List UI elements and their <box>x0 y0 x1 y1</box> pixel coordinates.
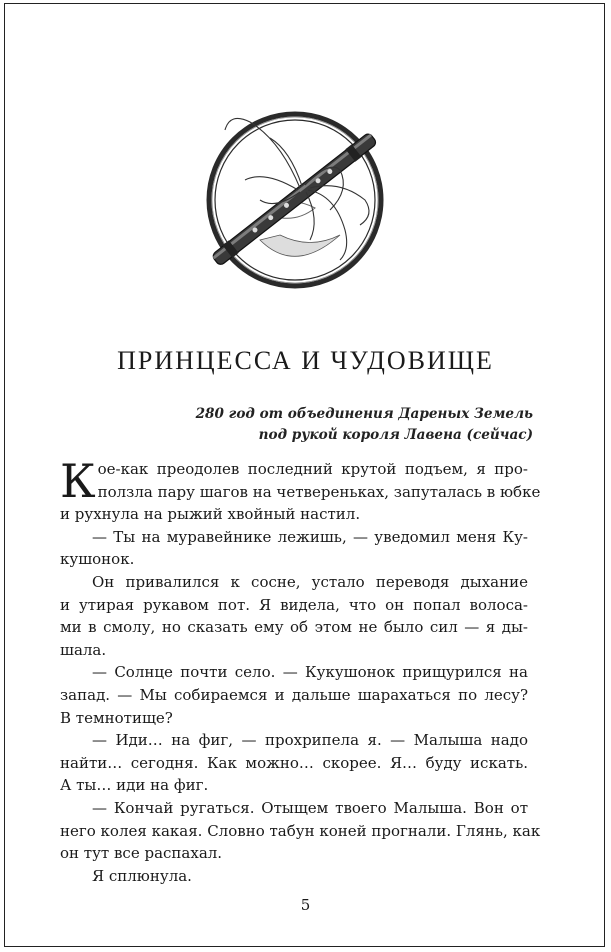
text-line: найти… сегодня. Как можно… скорее. Я… буду искать. <box>60 753 528 772</box>
text-line: А ты… иди на фиг. <box>60 776 209 795</box>
text-line: В темнотище? <box>60 708 173 727</box>
text-line: Он привалился к сосне, устало переводя дыхание <box>92 572 528 591</box>
text-line: него колея какая. Словно табун коней прогнали. Глянь, как <box>60 821 541 840</box>
text-line: Я сплюнула. <box>92 866 192 885</box>
text-line: кушонок. <box>60 550 135 569</box>
emblem-crescent <box>260 235 340 256</box>
text-line: он тут все распахал. <box>60 844 223 863</box>
text-line: ое-как преодолев последний крутой подъем, я про- <box>97 460 528 478</box>
ring-with-flute-emblem-icon <box>190 100 400 310</box>
text-line: — Кончай ругаться. Отыщем твоего Малыша. Вон от <box>92 798 528 817</box>
text-line: ползла пару шагов на четвереньках, запуталась в юбке <box>97 482 541 501</box>
text-line: ми в смолу, но сказать ему об этом не было сил — я ды- <box>60 618 528 637</box>
page-number: 5 <box>300 896 311 914</box>
text-line: — Иди… на фиг, — прохрипела я. — Малыша надо <box>92 731 528 750</box>
text-line: запад. — Мы собираемся и дальше шарахаться по лесу? <box>60 685 528 704</box>
chapter-title: ПРИНЦЕССА И ЧУДОВИЩЕ <box>117 346 494 375</box>
chapter-epigraph <box>196 404 533 446</box>
body-text <box>60 454 541 887</box>
epigraph-line: 280 год от объединения Дареных Земель <box>195 406 533 422</box>
text-line: — Солнце почти село. — Кукушонок прищурился на <box>92 663 528 682</box>
epigraph-line: под рукой короля Лавена (сейчас) <box>258 427 533 443</box>
text-line: и рухнула на рыжий хвойный настил. <box>60 505 361 524</box>
text-line: и утирая рукавом пот. Я видела, что он попал волоса- <box>60 595 528 614</box>
text-line: — Ты на муравейнике лежишь, — уведомил меня Ку- <box>92 527 528 546</box>
text-line: шала. <box>60 640 107 659</box>
drop-cap: К <box>60 454 96 508</box>
